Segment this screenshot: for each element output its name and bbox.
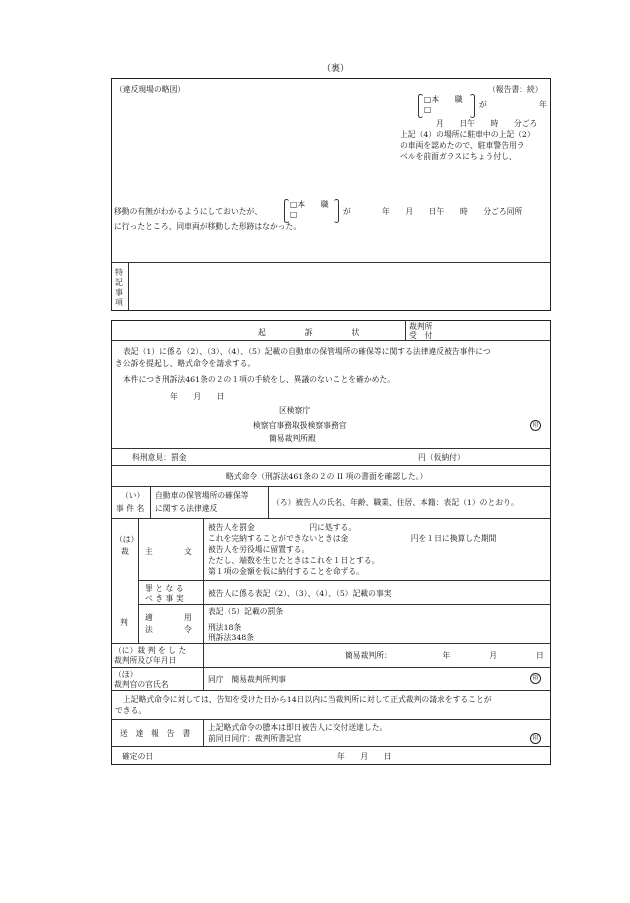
appeal-notice: できる。 [115,706,147,715]
brace-right [470,94,475,118]
case-label: （い） [121,491,145,500]
crime-facts-label: べ き 事 実 [145,594,184,603]
case-name: に関する法律違反 [155,504,218,513]
applicable-law-label: 法 令 [145,625,192,634]
applicable-law-line: 刑訴法348条 [208,633,255,642]
divider [111,643,551,644]
divider [111,746,551,747]
applicable-law-label: 適 用 [145,613,192,622]
crime-facts-text: 被告人に係る表記（2）、（3）、（4）、（5）記載の事実 [208,589,392,598]
service-report-line: 前同日同庁：裁判所書記官 [208,734,302,743]
main-text-line: 被告人を労役場に留置する。 [208,545,310,554]
applicable-law-line: 表記（5）記載の罰条 [208,607,284,616]
seal-mark: 印 [530,733,541,744]
indictment-date: 年 月 日 [170,392,225,401]
report-continued-note: （報告書：続） [488,85,543,94]
judgment-label: 判 [120,618,128,627]
report-line-1: 月 日午 時 分ごろ [436,119,538,128]
sentence-opinion: 科刑意見：罰金 [132,453,187,462]
court-receipt-label: 受 付 [409,331,433,340]
indictment-paragraph: 本件につき刑訴法461条の２の１項の手続をし、異議のないことを確かめた。 [123,375,396,384]
divider [111,486,551,487]
seal-mark: 印 [530,420,541,431]
divider [111,340,551,341]
judge-value: 同庁 簡易裁判所判事 [208,675,286,684]
main-text-line: 第１項の金額を仮に納付することを命ずる。 [208,567,364,576]
defendant-info: （ろ）被告人の氏名、年齢、職業、住居、本籍：表記（1）のとおり。 [272,498,519,507]
ha-label: （は） [115,535,139,544]
year-text: 年 [539,100,547,109]
divider [111,518,551,519]
service-report-label: 送 達 報 告 書 [120,729,191,738]
special-notes-label: 特記事項 [115,268,123,307]
main-text-line: ただし、端数を生じたときはこれを１日とする。 [208,556,380,565]
prosecutor-title: 検察官事務取扱検察事務官 [253,421,347,430]
officer-option-1: □本 職 [424,95,463,104]
court-addressee: 簡易裁判所殿 [269,434,316,443]
officer-option-2: □ [424,105,432,114]
page-side-label: （裏） [322,64,350,74]
crime-facts-label: 罪 と な る [145,584,184,593]
officer-option-1: □本 職 [290,200,329,209]
report-line-6: に行ったところ、同車両が移動した形跡はなかった。 [114,222,302,231]
divider [405,320,406,340]
divider [111,262,551,263]
court-date-value: 簡易裁判所： 年 月 日 [345,651,544,660]
indictment-paragraph: き公訴を提起し、略式命令を請求する。 [115,359,256,368]
judge-label: （ほ） [114,670,138,679]
brace-left [418,94,423,118]
court-date-label: （に）裁 判 を し た [114,646,187,655]
indictment-paragraph: 表記（1）に係る（2）、（3）、（4）、（5）記載の自動車の保管場所の確保等に関する法律違反被告事件につ [123,347,491,356]
ga-text: が [479,100,487,109]
ha-label: 裁 [121,547,129,556]
divider [138,604,551,605]
divider [111,448,551,449]
brace-right [334,199,339,223]
court-date-label: 裁判所及び年月日 [114,656,177,665]
divider [138,580,551,581]
court-receipt-label: 裁判所 [409,322,433,331]
finalization-label: 確定の日 [122,752,154,761]
report-line-5b: が 年 月 日午 時 分ごろ同所 [343,207,523,216]
divider [203,719,204,746]
divider [268,486,269,518]
main-text-label: 主 文 [145,547,192,556]
sketch-title: （違反現場の略図） [115,85,186,94]
divider [111,465,551,466]
case-name: 自動車の保管場所の確保等 [155,491,249,500]
case-label: 事 件 名 [116,504,145,513]
main-text-line: 被告人を罰金 円に処する。 [208,523,357,532]
summary-order-title: 略式命令（刑訴法461条の２の II 項の書面を確認した。） [226,472,428,481]
report-line-4: ベルを前面ガラスにちょう付し、 [400,152,517,161]
judge-label: 裁判官の官氏名 [114,680,169,689]
main-text-line: これを完納することができないときは金 円を１日に換算した期間 [208,534,497,543]
divider [111,690,551,691]
prosecutor-office: 区検察庁 [279,406,311,415]
sketch-section [111,78,551,311]
finalization-date: 年 月 日 [337,752,392,761]
report-line-3: の車両を認めたので、駐車警告用ラ [400,141,525,150]
brace-left [284,199,289,223]
divider [128,262,129,311]
divider [111,719,551,720]
seal-mark: 印 [530,673,541,684]
divider [111,667,551,668]
divider [150,486,151,518]
provisional-payment: 円（仮納付） [418,453,465,462]
appeal-notice: 上記略式命令に対しては、告知を受けた日から14日以内に当裁判所に対して正式裁判の請求をすることが [123,695,492,704]
applicable-law-line: 刑法18条 [208,623,242,632]
officer-option-2: □ [290,210,298,219]
report-line-5a: 移動の有無がわかるようにしておいたが、 [114,207,263,216]
service-report-line: 上記略式命令の謄本は即日被告人に交付送達した。 [208,723,388,732]
indictment-title: 起 訴 状 [258,328,360,337]
report-line-2: 上記（4）の場所に駐車中の上記（2） [400,130,535,139]
